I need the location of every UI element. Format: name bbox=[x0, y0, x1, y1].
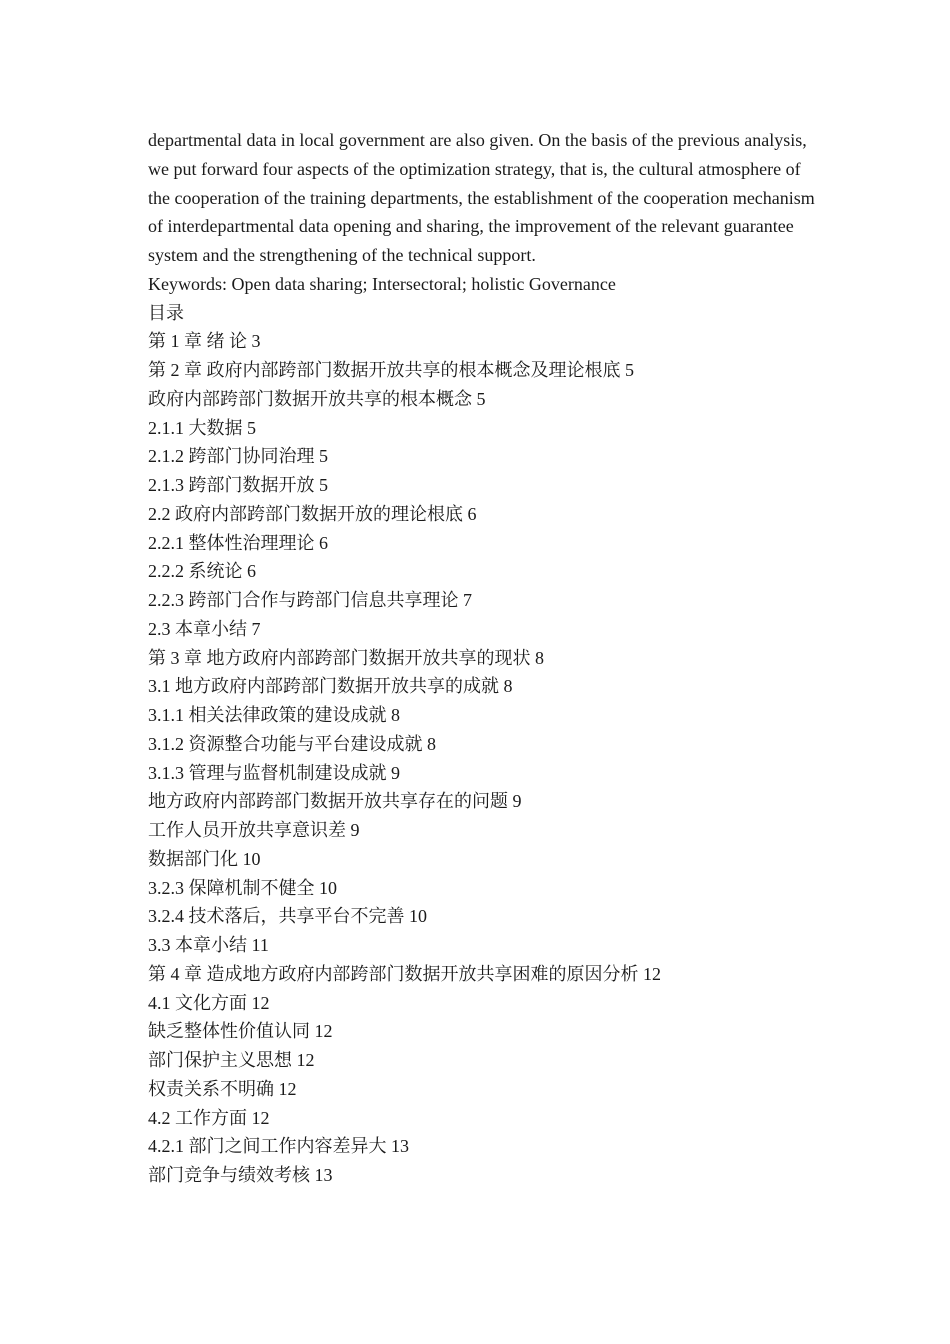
toc-entry: 第 1 章 绪 论 3 bbox=[148, 331, 261, 352]
toc-entry: 2.3 本章小结 7 bbox=[148, 618, 261, 639]
toc-entry: 4.2 工作方面 12 bbox=[148, 1107, 270, 1128]
toc-entry: 3.2.3 保障机制不健全 10 bbox=[148, 877, 337, 898]
toc-title: 目录 bbox=[148, 302, 184, 323]
toc-entry: 2.1.2 跨部门协同治理 5 bbox=[148, 446, 328, 467]
document-body bbox=[148, 126, 818, 1190]
toc-entry: 工作人员开放共享意识差 9 bbox=[148, 820, 360, 840]
toc-entry: 第 3 章 地方政府内部跨部门数据开放共享的现状 8 bbox=[148, 647, 544, 668]
toc-entry: 缺乏整体性价值认同 12 bbox=[148, 1021, 333, 1042]
toc-entry: 政府内部跨部门数据开放共享的根本概念 5 bbox=[148, 388, 486, 409]
toc-entry: 4.1 文化方面 12 bbox=[148, 992, 270, 1013]
toc-entry: 3.1 地方政府内部跨部门数据开放共享的成就 8 bbox=[148, 676, 513, 697]
toc-entry: 3.1.1 相关法律政策的建设成就 8 bbox=[148, 705, 400, 725]
toc-entry: 第 4 章 造成地方政府内部跨部门数据开放共享困难的原因分析 12 bbox=[148, 963, 661, 984]
toc-entry: 2.2.2 系统论 6 bbox=[148, 561, 256, 582]
table-of-contents bbox=[148, 327, 818, 1190]
toc-entry: 2.2 政府内部跨部门数据开放的理论根底 6 bbox=[148, 503, 477, 524]
toc-entry: 部门竞争与绩效考核 13 bbox=[148, 1165, 333, 1185]
toc-entry: 2.1.3 跨部门数据开放 5 bbox=[148, 475, 328, 495]
toc-entry: 第 2 章 政府内部跨部门数据开放共享的根本概念及理论根底 5 bbox=[148, 360, 634, 380]
toc-entry: 数据部门化 10 bbox=[148, 848, 261, 869]
toc-entry: 4.2.1 部门之间工作内容差异大 13 bbox=[148, 1136, 409, 1157]
abstract-paragraph: departmental data in local government are also given. On the basis of the previous analysis, we put forward four aspects of the optimization strategy, that is, the cultural atmosphere of the cooperation of the training departments, the establishment of the cooperation mechanism of interdepartmental data opening and sharing, the improvement of the relevant guarantee system and the strengthening of the technical support. bbox=[148, 130, 815, 265]
toc-entry: 部门保护主义思想 12 bbox=[148, 1050, 315, 1070]
toc-entry: 2.1.1 大数据 5 bbox=[148, 417, 256, 438]
keywords-line: Keywords: Open data sharing; Intersectoral; holistic Governance bbox=[148, 273, 616, 294]
toc-entry: 3.1.3 管理与监督机制建设成就 9 bbox=[148, 762, 400, 783]
toc-entry: 3.1.2 资源整合功能与平台建设成就 8 bbox=[148, 733, 436, 754]
toc-entry: 2.2.3 跨部门合作与跨部门信息共享理论 7 bbox=[148, 590, 472, 610]
toc-entry: 3.3 本章小结 11 bbox=[148, 935, 269, 955]
toc-entry: 权责关系不明确 12 bbox=[148, 1078, 297, 1099]
toc-entry: 3.2.4 技术落后，共享平台不完善 10 bbox=[148, 906, 427, 927]
toc-entry: 地方政府内部跨部门数据开放共享存在的问题 9 bbox=[148, 791, 522, 812]
toc-entry: 2.2.1 整体性治理理论 6 bbox=[148, 532, 328, 553]
